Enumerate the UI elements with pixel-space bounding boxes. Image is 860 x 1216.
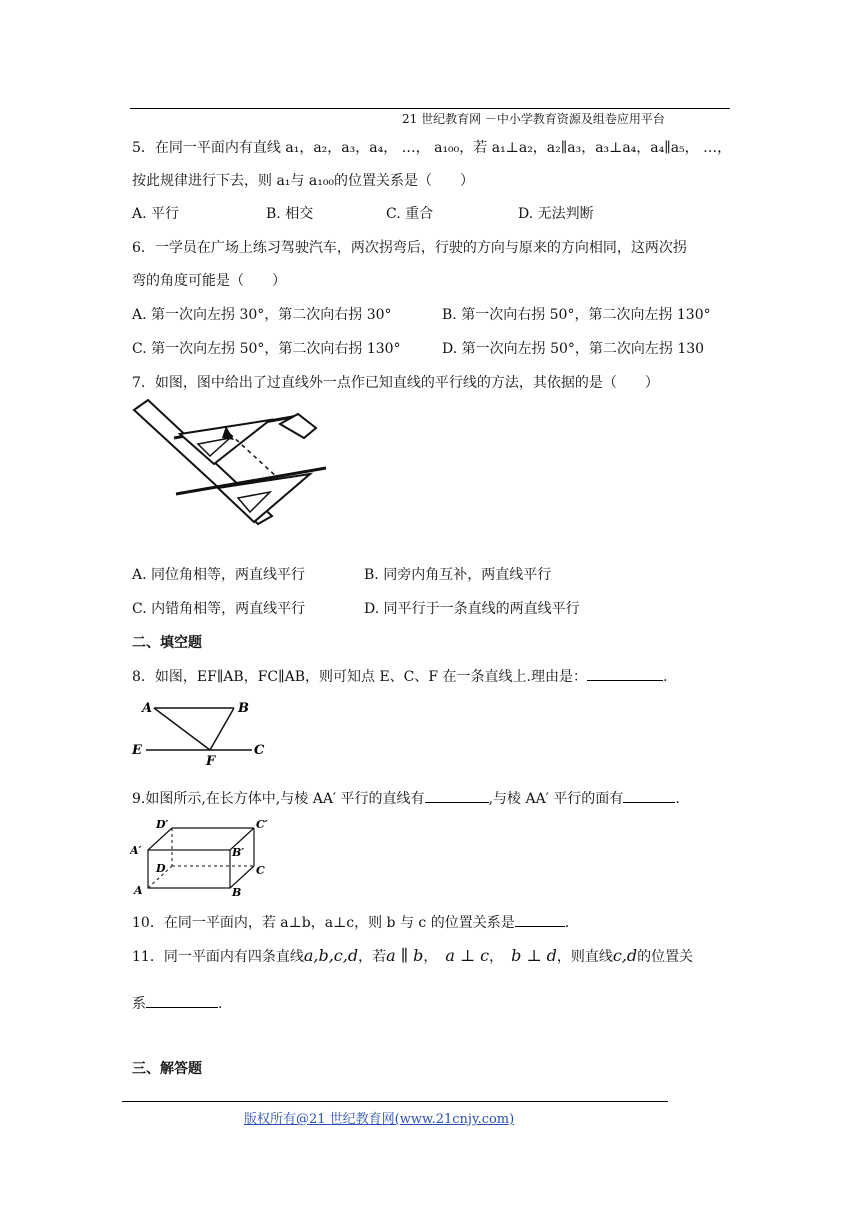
q11-cond1: a ∥ b: [386, 946, 424, 965]
q6-option-a: A. 第一次向左拐 30°，第二次向右拐 30°: [132, 307, 392, 323]
header-text: 21 世纪教育网 －中小学教育资源及组卷应用平台: [402, 112, 665, 126]
q5-option-a: A. 平行: [132, 206, 180, 222]
label-c: C: [256, 864, 265, 877]
q5-line1: 5．在同一平面内有直线 a₁，a₂，a₃，a₄， …， a₁₀₀，若 a₁⊥a₂，a₂∥a₃，a₃⊥a₄，a₄∥a₅， …，: [132, 140, 732, 156]
q7-option-a: A. 同位角相等，两直线平行: [132, 567, 306, 583]
q11-text4: 的位置关: [637, 949, 694, 965]
label-b: B: [238, 701, 249, 716]
q11-line2: [132, 993, 222, 1013]
label-c: C: [254, 743, 265, 758]
q7-option-b: B. 同旁内角互补，两直线平行: [364, 567, 552, 583]
q9-text-line: [132, 788, 680, 808]
q6-option-c: C. 第一次向左拐 50°，第二次向右拐 130°: [132, 341, 401, 357]
q11-end: .: [218, 996, 223, 1012]
edge-b-c: [230, 866, 254, 888]
label-f: F: [206, 754, 216, 768]
label-a: A: [134, 884, 143, 897]
q9-text2: ,与棱 AA′ 平行的面有: [488, 791, 624, 807]
q5-line2: 按此规律进行下去，则 a₁与 a₁₀₀的位置关系是（ ）: [132, 173, 475, 189]
q10-text: 10．在同一平面内，若 a⊥b，a⊥c，则 b 与 c 的位置关系是: [132, 915, 515, 931]
q11-line1: [132, 946, 693, 966]
dashed-path: [230, 434, 278, 478]
edge-ap-dp: [148, 828, 172, 850]
q6-option-d: D. 第一次向左拐 50°，第二次向左拐 130: [442, 341, 705, 357]
q11-text1: 11．同一平面内有四条直线: [132, 949, 304, 965]
footer-link[interactable]: 版权所有@21 世纪教育网(www.21cnjy.com): [244, 1112, 515, 1127]
q10-answer-blank[interactable]: [515, 912, 565, 927]
q7-option-c: C. 内错角相等，两直线平行: [132, 601, 306, 617]
label-ap: A′: [130, 844, 142, 857]
label-dp: D′: [156, 818, 169, 831]
header-rule: [130, 108, 730, 109]
q8-answer-blank[interactable]: [587, 666, 663, 681]
q7-option-d: D. 同平行于一条直线的两直线平行: [364, 601, 580, 617]
label-bp: B′: [232, 846, 245, 859]
q7-figure: [130, 398, 330, 526]
q8-figure: [130, 698, 270, 768]
q8-text: 8．如图，EF∥AB，FC∥AB，则可知点 E、C、F 在一条直线上.理由是：: [132, 669, 587, 685]
q9-text1: 9.如图所示,在长方体中,与棱 AA′ 平行的直线有: [132, 791, 425, 807]
q11-answer-blank[interactable]: [146, 993, 218, 1008]
q5-option-d: D. 无法判断: [518, 206, 594, 222]
q11-text3: ，则直线: [556, 949, 613, 965]
section3-title: 三、解答题: [132, 1061, 202, 1077]
q11-text2: ，若: [358, 949, 387, 965]
label-b: B: [232, 886, 242, 898]
q6-line1: 6．一学员在广场上练习驾驶汽车，两次拐弯后，行驶的方向与原来的方向相同，这两次拐: [132, 240, 687, 256]
q10-end: .: [564, 915, 570, 931]
q10-text-line: [132, 912, 569, 932]
label-cp: C′: [256, 818, 268, 831]
q6-option-b: B. 第一次向右拐 50°，第二次向左拐 130°: [442, 307, 711, 323]
line-af: [154, 708, 210, 750]
q11-cond3: b ⊥ d: [511, 946, 557, 965]
q8-text-line: [132, 666, 667, 686]
q11-vars2: c,d: [612, 946, 638, 965]
label-a: A: [142, 701, 153, 716]
q9-figure: [130, 816, 270, 898]
section2-title: 二、填空题: [132, 635, 202, 651]
q11-sep2: ，: [489, 949, 504, 965]
q11-vars: a,b,c,d: [303, 946, 359, 965]
q5-option-c: C. 重合: [386, 206, 434, 222]
label-d: D: [156, 862, 166, 875]
q11-sep1: ，: [423, 949, 438, 965]
q6-line2: 弯的角度可能是（ ）: [132, 273, 286, 289]
label-e: E: [132, 743, 142, 758]
line-bf: [210, 708, 234, 750]
q11-line2-text: 系: [132, 996, 146, 1012]
q7-line1: 7．如图，图中给出了过直线外一点作已知直线的平行线的方法，其依据的是（ ）: [132, 375, 659, 391]
q8-end: .: [663, 669, 668, 685]
q9-end: .: [675, 791, 680, 807]
q9-answer-blank-1[interactable]: [425, 788, 489, 803]
q11-cond2: a ⊥ c: [445, 946, 490, 965]
q5-option-b: B. 相交: [266, 206, 314, 222]
footer-rule: [122, 1101, 668, 1102]
q9-answer-blank-2[interactable]: [623, 788, 675, 803]
